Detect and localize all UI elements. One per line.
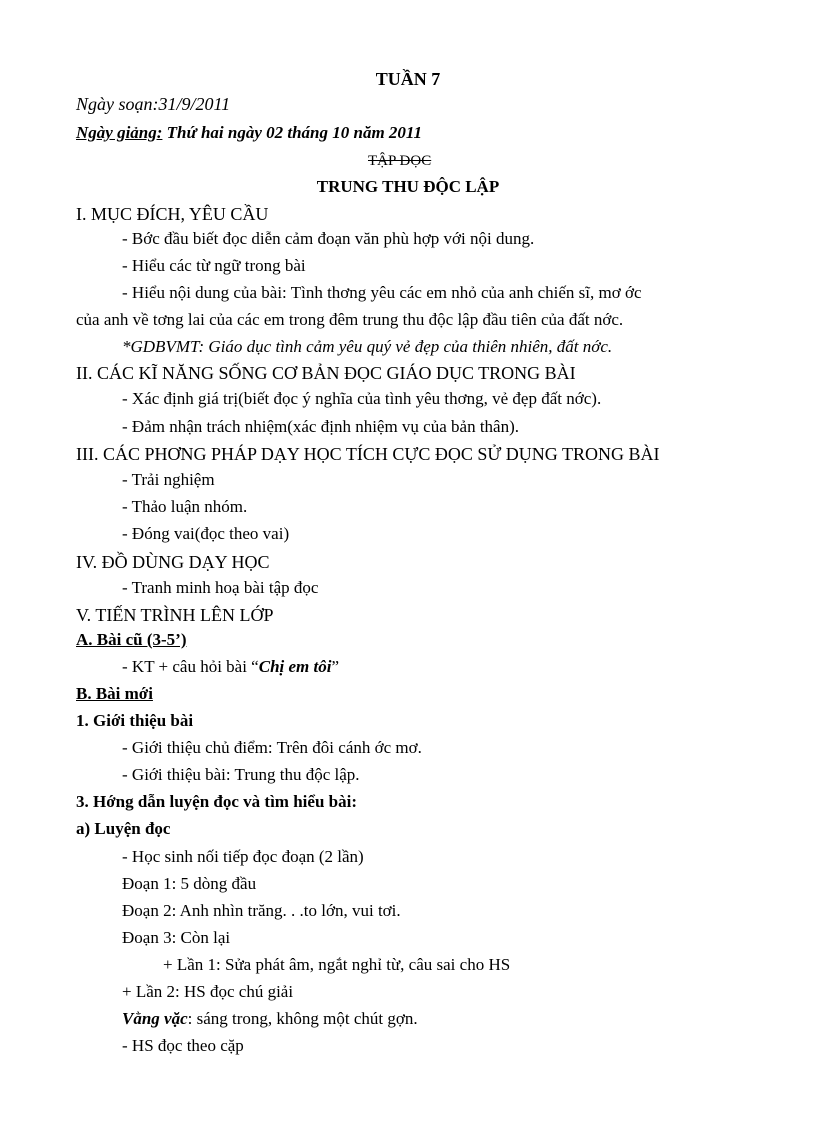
reading-item: + Lần 2: HS đọc chú giải xyxy=(122,982,294,1001)
part-a-item xyxy=(122,658,339,675)
part-a-suffix: ” xyxy=(331,657,340,676)
teach-date-line xyxy=(76,124,422,141)
reading-item: Đoạn 3: Còn lại xyxy=(122,928,231,947)
vocab-word: Vằng vặc xyxy=(122,1009,188,1028)
section-1-item: - Bớc đầu biết đọc diễn cảm đoạn văn phù hợp với nội dung. xyxy=(122,229,535,248)
part-b-heading: B. Bài mới xyxy=(76,684,153,703)
reading-item: + Lần 1: Sửa phát âm, ngắt nghỉ từ, câu sai cho HS xyxy=(163,955,511,974)
week-title: TUẦN 7 xyxy=(375,69,441,89)
teach-date: Thứ hai ngày 02 tháng 10 năm 2011 xyxy=(162,123,422,142)
part-a-heading: A. Bài cũ (3-5’) xyxy=(76,630,187,649)
section-3-item: - Trải nghiệm xyxy=(122,470,215,489)
section-3-item: - Thảo luận nhóm. xyxy=(122,497,248,516)
lesson-title: TRUNG THU ĐỘC LẬP xyxy=(316,177,500,196)
vocab-line xyxy=(122,1010,418,1027)
intro-heading: 1. Giới thiệu bài xyxy=(76,711,194,730)
part-a-prefix: - KT + câu hỏi bài “ xyxy=(122,657,259,676)
reading-heading: a) Luyện đọc xyxy=(76,819,171,838)
intro-item: - Giới thiệu chủ điểm: Trên đôi cánh ớc mơ. xyxy=(122,738,422,757)
subject-label: TẬP ĐỌC xyxy=(368,153,432,169)
environment-note: *GDBVMT: Giáo dục tình cảm yêu quý vẻ đẹp của thiên nhiên, đất nớc. xyxy=(122,337,613,356)
section-4-heading: IV. ĐỒ DÙNG DẠY HỌC xyxy=(76,552,270,572)
guide-heading: 3. Hớng dẫn luyện đọc và tìm hiểu bài: xyxy=(76,792,357,811)
vocab-definition: : sáng trong, không một chút gợn. xyxy=(187,1009,418,1028)
section-4-item: - Tranh minh hoạ bài tập đọc xyxy=(122,578,319,597)
section-2-heading: II. CÁC KĨ NĂNG SỐNG CƠ BẢN ĐỌC GIÁO DỤC TRONG BÀI xyxy=(76,363,576,383)
intro-item: - Giới thiệu bài: Trung thu độc lập. xyxy=(122,765,360,784)
reading-item: Đoạn 1: 5 dòng đầu xyxy=(122,874,257,893)
prep-date: Ngày soạn:31/9/2011 xyxy=(76,94,231,114)
reading-item: Đoạn 2: Anh nhìn trăng. . .to lớn, vui tơi. xyxy=(122,901,401,920)
section-1-heading: I. MỤC ĐÍCH, YÊU CẦU xyxy=(76,204,269,224)
section-5-heading: V. TIẾN TRÌNH LÊN LỚP xyxy=(76,605,274,625)
section-2-item: - Xác định giá trị(biết đọc ý nghĩa của tình yêu thơng, vẻ đẹp đất nớc). xyxy=(122,389,602,408)
section-1-item: - Hiểu các từ ngữ trong bài xyxy=(122,256,306,275)
teach-date-label: Ngày giảng: xyxy=(76,123,163,142)
section-3-heading: III. CÁC PHƠNG PHÁP DẠY HỌC TÍCH CỰC ĐỌC SỬ DỤNG TRONG BÀI xyxy=(76,444,660,464)
section-2-item: - Đảm nhận trách nhiệm(xác định nhiệm vụ của bản thân). xyxy=(122,417,520,436)
section-3-item: - Đóng vai(đọc theo vai) xyxy=(122,524,290,543)
section-1-item: - Hiểu nội dung của bài: Tình thơng yêu các em nhỏ của anh chiến sĩ, mơ ớc xyxy=(122,283,642,302)
pair-reading-item: - HS đọc theo cặp xyxy=(122,1036,244,1055)
part-a-lesson-title: Chị em tôi xyxy=(258,657,332,676)
section-1-item: của anh về tơng lai của các em trong đêm trung thu độc lập đầu tiên của đất nớc. xyxy=(76,310,624,329)
reading-item: - Học sinh nối tiếp đọc đoạn (2 lần) xyxy=(122,847,364,866)
